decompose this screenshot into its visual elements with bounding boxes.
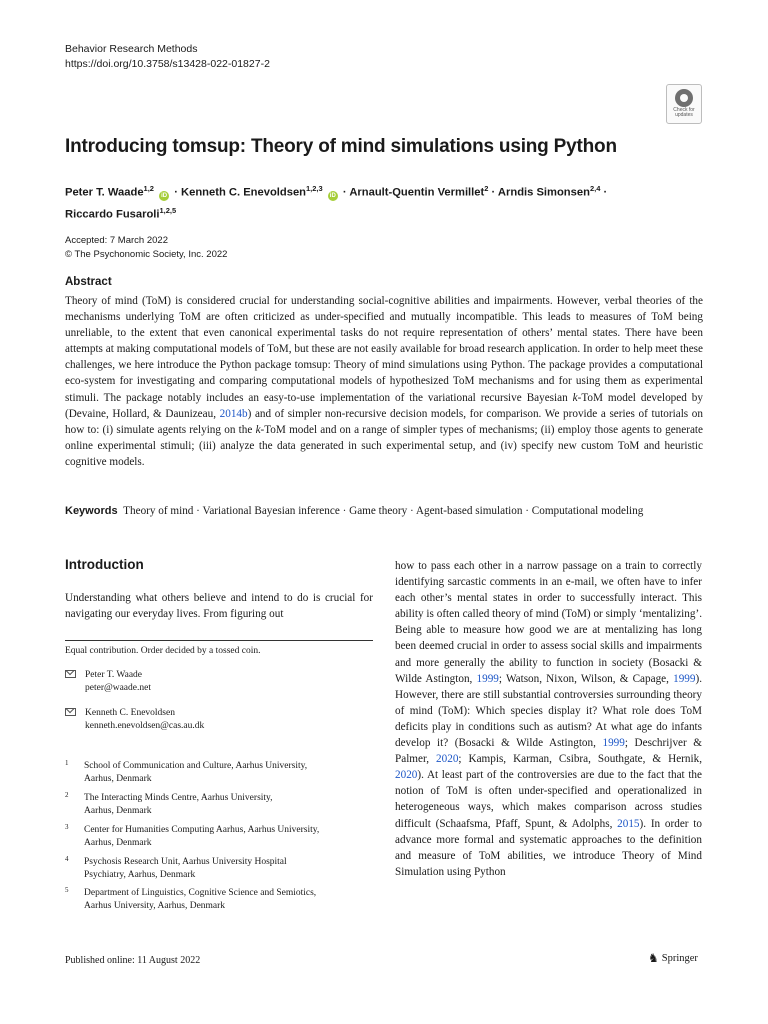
journal-header	[65, 42, 270, 72]
accepted-date: Accepted: 7 March 2022	[65, 235, 168, 246]
author-name[interactable]: Arnault-Quentin Vermillet	[349, 186, 485, 199]
envelope-icon	[65, 670, 76, 678]
orcid-icon[interactable]: iD	[161, 192, 168, 199]
publisher-name: Springer	[661, 953, 698, 964]
author-affil-sup: 1,2,3	[306, 184, 323, 193]
citation-link[interactable]: 1999	[602, 737, 625, 750]
contact-name: Peter T. Waade	[85, 670, 143, 680]
keywords-label: Keywords	[65, 505, 118, 517]
author-affil-sup: 2,4	[589, 184, 601, 193]
intro-left-paragraph: Understanding what others believe and intend to do is crucial for navigating our everyday lives. From figuring out	[65, 592, 373, 621]
abstract-heading: Abstract	[65, 276, 112, 288]
check-badge-line2: updates	[675, 112, 693, 118]
publisher-logo	[648, 951, 698, 966]
orcid-icon[interactable]: iD	[329, 192, 336, 199]
contact-name: Kenneth C. Enevoldsen	[85, 708, 175, 718]
author-name[interactable]: Riccardo Fusaroli	[65, 208, 160, 221]
contact-email[interactable]: peter@waade.net	[85, 682, 151, 693]
springer-horse-icon: ♞	[648, 951, 659, 965]
affiliation: 3 Center for Humanities Computing Aarhus, Aarhus University, Aarhus, Denmark	[65, 823, 320, 848]
footnote-equal-contribution: Equal contribution. Order decided by a tossed coin.	[65, 646, 261, 656]
author-affil-sup: 1,2,5	[159, 205, 177, 215]
author-affil-sup: 2	[484, 184, 489, 193]
author-name[interactable]: Kenneth C. Enevoldsen	[181, 186, 306, 199]
footnote-divider	[65, 640, 373, 641]
keywords	[65, 503, 703, 519]
doi-link[interactable]: https://doi.org/10.3758/s13428-022-01827-2	[65, 58, 270, 70]
author-name[interactable]: Arndis Simonsen	[497, 186, 590, 199]
intro-right-column: how to pass each other in a narrow passage on a train to correctly identifying sarcastic comments in an e-mail, we often have to infer each other’s mental states in order to successfully interact. This ability is often called theory of mind (ToM) or simply ‘mentalizing’. Being able to measure how good we are at mentalizing has long been deemed crucial in order to assess social skills and impairments and more generally the ability to function in society (Bosacki & Wilde Astington, 1999; Watson, Nixon, Wilson, & Capage, 1999). However, there are still substantial controversies surrounding theory of mind (ToM): Which species display it? What role does ToM deficits play in conditions such as autism? At what age do infants develop it? (Bosacki & Wilde Astington, 1999; Deschrijver & Palmer, 2020; Kampis, Karman, Csibra, Southgate, & Hernik, 2020). At least part of the controversies are due to the fact that the notion of ToM is often under-specified and operationalized in heterogeneous ways, which makes comparison across studies difficult (Schaafsma, Pfaff, Spunt, & Adolphs, 2015). In order to advance more formal and systematic approaches to the definition and measure of ToM abilities, we introduce Theory of Mind Simulation using Python	[395, 560, 702, 878]
citation-link[interactable]: 1999	[476, 672, 499, 685]
contact-email[interactable]: kenneth.enevoldsen@cas.au.dk	[85, 720, 205, 731]
citation-link[interactable]: 2020	[436, 753, 459, 766]
envelope-icon	[65, 708, 76, 716]
paper-title: Introducing tomsup: Theory of mind simulations using Python	[65, 136, 617, 157]
abstract-body: Theory of mind (ToM) is considered crucial for understanding social-cognitive abilities and impairments. However, verbal theories of the mechanisms underlying ToM are often criticized as under-specified and mutually incompatible. This leads to measures of ToM being unreliable, to the extent that even canonical experimental tasks do not require representation of others’ mental states. There have been attempts at making computational models of ToM, but these are not easily available for broad research application. In order to help meet these challenges, we here introduce the Python package tomsup: Theory of mind simulations using Python. The package provides a computational eco-system for investigating and comparing computational models of hypothesized ToM mechanisms and for using them as experimental stimuli. The package notably includes an easy-to-use implementation of the variational recursive Bayesian k-ToM model developed by (Devaine, Hollard, & Daunizeau, 2014b) and of simpler non-recursive decision models, for comparison. We provide a series of tutorials on how to: (i) simulate agents relying on the k-ToM model and on a range of simpler types of mechanisms; (ii) employ those agents to generate online experimental stimuli; (iii) analyze the data generated in such experimental setup, and (iv) specify new custom ToM and heuristic cognitive models.	[65, 295, 703, 468]
journal-name: Behavior Research Methods	[65, 43, 198, 55]
affiliation: 5 Department of Linguistics, Cognitive Science and Semiotics, Aarhus University, Aarhus, Denmark	[65, 886, 317, 911]
contact-author	[65, 669, 373, 694]
affiliation: 1 School of Communication and Culture, Aarhus University, Aarhus, Denmark	[65, 759, 308, 784]
check-for-updates-badge[interactable]	[666, 84, 702, 124]
introduction-heading: Introduction	[65, 557, 144, 572]
contact-author	[65, 707, 373, 732]
author-affil-sup: 1,2	[143, 184, 154, 193]
citation-link[interactable]: 2015	[617, 817, 640, 830]
author-name[interactable]: Peter T. Waade	[65, 186, 144, 199]
citation-link[interactable]: 2014b	[219, 407, 248, 420]
publication-dates	[65, 234, 227, 262]
affiliation: 2 The Interacting Minds Centre, Aarhus University, Aarhus, Denmark	[65, 791, 273, 816]
citation-link[interactable]: 2020	[395, 769, 418, 782]
keywords-list: Theory of mind · Variational Bayesian inference · Game theory · Agent-based simulation · Computational modeling	[123, 505, 644, 517]
check-for-updates-icon	[675, 89, 693, 107]
published-online-date: Published online: 11 August 2022	[65, 955, 201, 966]
copyright-line: © The Psychonomic Society, Inc. 2022	[65, 249, 228, 260]
affiliation: 4 Psychosis Research Unit, Aarhus University Hospital Psychiatry, Aarhus, Denmark	[65, 855, 287, 880]
citation-link[interactable]: 1999	[673, 672, 696, 685]
check-badge-line1: Check for	[673, 107, 695, 113]
author-list: Peter T. Waade$^{1,2}$ iD · Kenneth C. Enevoldsen$^{1,2,3}$ iD · Arnault-Quentin Vermillet$^2$ · Arndis Simonsen$^{2,4}$ · Riccardo Fusaroli$^{1,2,5}$	[65, 184, 608, 221]
